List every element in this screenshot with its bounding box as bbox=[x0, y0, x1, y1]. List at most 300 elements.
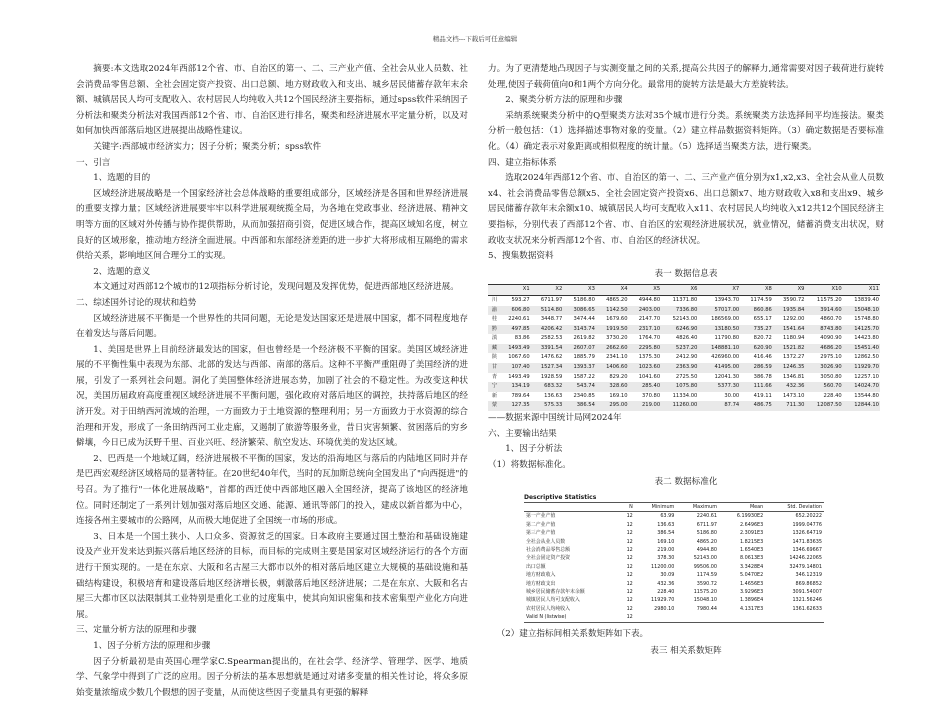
table-cell: 5186.80 bbox=[573, 296, 595, 303]
step-label: （1）将数据标准化。 bbox=[488, 459, 571, 470]
table-cell: 2975.10 bbox=[820, 354, 842, 361]
table-cell: 386.78 bbox=[753, 373, 772, 380]
table-cell: 655.17 bbox=[753, 316, 772, 323]
table-cell: 12 bbox=[626, 605, 633, 612]
table-cell: 419.11 bbox=[753, 392, 772, 399]
table-header-row bbox=[488, 285, 880, 296]
table-cell: 6711.97 bbox=[696, 521, 718, 528]
table-cell: 1142.50 bbox=[596, 306, 629, 316]
table-cell: 107.40 bbox=[498, 363, 531, 373]
table-cell: 1292.00 bbox=[783, 316, 805, 323]
table-cell bbox=[676, 613, 719, 622]
table-row bbox=[488, 325, 880, 335]
table-cell: 5114.80 bbox=[531, 306, 564, 316]
table-cell: N bbox=[619, 503, 635, 512]
table-cell: 497.85 bbox=[498, 325, 531, 335]
table-cell: 2607.07 bbox=[563, 344, 596, 354]
table-cell: 1935.84 bbox=[773, 306, 806, 316]
table-row bbox=[488, 306, 880, 316]
table-cell: Minimum bbox=[635, 503, 677, 512]
table-cell: 4944.80 bbox=[638, 296, 661, 303]
table-cell: 1023.60 bbox=[629, 363, 662, 373]
table-cell: 1.6540E3 bbox=[739, 547, 764, 554]
section-heading: 三、定量分析方法的原理和步骤 bbox=[76, 625, 197, 636]
table-cell: 12 bbox=[626, 589, 633, 596]
table-cell: 12 bbox=[619, 613, 635, 622]
table-row bbox=[488, 295, 880, 305]
table-cell: 52143.00 bbox=[693, 555, 718, 562]
statistics-title: Descriptive Statistics bbox=[524, 494, 597, 501]
table-cell: 1372.27 bbox=[783, 354, 805, 361]
table-cell: Valid N (listwise) bbox=[524, 613, 619, 622]
table-cell: X7 bbox=[698, 285, 740, 296]
table-cell: 2240.61 bbox=[696, 513, 718, 520]
table-cell bbox=[765, 613, 824, 622]
paragraph: 采纳系统聚类分析中的Q型聚类方法对35个城市进行分类。系统聚类方法选择间平均连接法。聚类分析一般包括：（1）选择描述事物对象的变量。（2）建立样品数据资料矩阵。（3）确定数据是否要标准化。（4）确定表示对象距离或相似程度的统计量。（5）选择适当聚类方法，进行聚类。 bbox=[488, 110, 884, 152]
table-cell: 4206.42 bbox=[531, 325, 564, 335]
table-cell: 3091.54007 bbox=[792, 589, 822, 596]
table-cell: 1346.81 bbox=[783, 373, 805, 380]
table-cell: 1521.82 bbox=[773, 344, 806, 354]
table-cell: 186569.00 bbox=[711, 316, 740, 323]
table-cell: 13544.80 bbox=[854, 392, 879, 399]
table-cell: 滇 bbox=[491, 335, 498, 342]
table-cell: 370.80 bbox=[641, 392, 661, 399]
table-cell: X1 bbox=[498, 285, 531, 296]
table-cell: 30.09 bbox=[660, 572, 675, 579]
table-cell: 416.46 bbox=[753, 354, 772, 361]
table-cell: X9 bbox=[773, 285, 806, 296]
table-cell: 575.33 bbox=[531, 401, 564, 411]
table-cell: 3474.44 bbox=[573, 316, 595, 323]
table-cell: 148881.10 bbox=[698, 344, 740, 354]
subsection-heading: 1、因子分析方法的原理和步骤 bbox=[93, 640, 211, 651]
data-info-table bbox=[488, 284, 880, 411]
table-cell: 11575.20 bbox=[693, 589, 718, 596]
table-cell: 3.3428E4 bbox=[739, 563, 764, 570]
subsection-heading: 1、因子分析法 bbox=[505, 444, 563, 455]
table-cell: 134.19 bbox=[498, 382, 531, 392]
table-cell: 683.32 bbox=[531, 382, 564, 392]
table-cell: 1326.64719 bbox=[792, 530, 822, 537]
table-cell: 12257.10 bbox=[854, 373, 879, 380]
table-row bbox=[524, 605, 824, 613]
table-row bbox=[524, 563, 824, 571]
table-cell: 820.72 bbox=[753, 335, 772, 342]
table-cell: X8 bbox=[740, 285, 773, 296]
table-cell: 全社会从业人员数 bbox=[526, 538, 566, 545]
table-cell: 第三产业产值 bbox=[526, 530, 556, 537]
table-cell: 593.27 bbox=[511, 296, 530, 303]
paragraph: 2、巴西是一个地域辽阔，经济进展极不平衡的国家，发达的沿海地区与落后的内陆地区同时并存是巴西宏观经济区域格局的显著特征。在20世纪40年代，当时的瓦加斯总统向全国发出了"向西挺进"的号召。为了推行"一体化进展战略"，首都的西迁使中西部地区融入全国经济，提高了该地区的经济地位。同时还制定了一系列计划加强对落后地区交通、能源、通讯等部门的投入，建成以新首都为中心，连接各州主要城市的公路网，从而极大地促进了全国统一市场的形成。 bbox=[76, 453, 468, 527]
table-cell: Mean bbox=[719, 503, 765, 512]
table-cell: 农村居民人均纯收入 bbox=[526, 605, 571, 612]
table-cell: 169.10 bbox=[609, 392, 628, 399]
table-cell: Std. Deviation bbox=[765, 503, 824, 512]
step-label: （2）建立指标间相关系数矩阵如下表。 bbox=[496, 628, 649, 639]
table-cell: 386.54 bbox=[657, 530, 675, 537]
table-cell: 219.00 bbox=[657, 547, 675, 554]
table-row bbox=[524, 571, 824, 579]
paragraph: 区域经济进展战略是一个国家经济社会总体战略的重要组成部分，区域经济是各国和世界经济进展的重要支撑力量；区域经济进展要牢牢以科学进展观统揽全局，为各地在党政事业、经济进展、精神文明等方面的区域对外传播与协作提供帮助，从而加强招商引资，促进区域合作，提高区域知名度，树立良好的区域形象，推动地方经济全面进展。中西部和东部经济差距的进一步扩大将形成相互隔绝的需求供给关系，影响地区间合理分工的实现。 bbox=[76, 188, 468, 262]
table-cell: 3391.54 bbox=[531, 344, 564, 354]
table-cell: 219.00 bbox=[629, 401, 662, 411]
table-cell: 2147.70 bbox=[638, 316, 661, 323]
table-cell: 14125.70 bbox=[843, 325, 880, 335]
table-cell: 陕 bbox=[491, 354, 498, 361]
table-cell: 1246.35 bbox=[773, 363, 806, 373]
table-caption: 表二 数据标准化 bbox=[654, 477, 718, 488]
paragraph: 3、日本是一个国土狭小、人口众多、资源贫乏的国家。日本政府主要通过国土整治和基础设施建设及产业开发来达到振兴落后地区经济的目标，而目标的完成则主要是国家对区域经济运行的各个方面进行干预实现的。一是在东京、大阪和名古屋三大都市以外的相对落后地区建立大规模的基础设施和基础结构建设，积极培育和建设落后地区经济增长极，刺激落后地区经济进展；二是在东京、大阪和名古屋三大都市区以法限制其工业特别是重化工业的过度集中，使其向知识密集和技术密集型产业化方向进展。 bbox=[76, 531, 468, 620]
table-cell bbox=[635, 613, 677, 622]
table-cell: 地方财政收入 bbox=[526, 572, 556, 579]
table-cell: 543.74 bbox=[563, 382, 596, 392]
table-cell: 甘 bbox=[488, 363, 498, 373]
table-row bbox=[524, 554, 824, 562]
table-cell: 1180.94 bbox=[783, 335, 805, 342]
table-cell: 14024.70 bbox=[843, 382, 880, 392]
table-cell: 第二产业产值 bbox=[526, 521, 556, 528]
paragraph: 因子分析最初是由英国心理学家C.Spearman提出的，在社会学、经济学、管理学、医学、地质学、气象学中得到了广泛的应用。因子分析法的基本思想就是通过对诸多变量的相关性讨论，将众多原始变量浓缩成少数几个假想的因子变量，从而使这些因子变量具有更强的解释 bbox=[76, 656, 468, 698]
table-cell: 620.90 bbox=[740, 344, 773, 354]
table-cell: 12 bbox=[626, 521, 633, 528]
table-cell: 4826.40 bbox=[675, 335, 698, 342]
page-header: 精品文档---下载后可任意编辑 bbox=[432, 35, 518, 43]
table-cell: 地方财政支出 bbox=[526, 580, 556, 587]
table-cell: 川 bbox=[491, 296, 498, 303]
table-cell: 6246.90 bbox=[661, 325, 698, 335]
table-cell: 11334.00 bbox=[672, 392, 698, 399]
table-cell: X11 bbox=[843, 285, 880, 296]
paragraph: 1、美国是世界上目前经济最发达的国家，但也曾经是一个经济极不平衡的国家。美国区域经济进展的不平衡性集中表现为东部、北部的发达与西部、南部的落后。这种不平衡严重阻碍了美国经济的进展，引发了一系列社会问题。洞化了美国整体经济进展态势，加剧了社会的不稳定性。为改变这种状况，美国历届政府高度重视区域经济进展不平衡问题，强化政府对落后地区的调控，扶持落后地区的经济开发。对于田纳西河流域的治理，一方面致力于土地资源的整理利用；另一方面致力于水资源的综合治理和开发，形成了一条田纳西河工业走廊，又遏制了旅游等服务业，昔日灾害频繁、贫困落后的穷乡僻壤，今日已成为沃野千里、百业兴旺、经济繁荣、航空发达、环境优美的发达区域。 bbox=[76, 344, 468, 449]
table-cell: 2341.10 bbox=[606, 354, 628, 361]
table-row bbox=[488, 373, 880, 383]
table-row bbox=[488, 315, 880, 325]
table-cell: 1.8215E3 bbox=[739, 538, 764, 545]
table-cell: 83.86 bbox=[514, 335, 530, 342]
table-cell: 3730.20 bbox=[606, 335, 628, 342]
data-source: ——数据来源中国统计局网2024年 bbox=[488, 413, 622, 424]
table-cell: 12 bbox=[626, 547, 633, 554]
paragraph: 本文通过对西部12个城市的12项指标分析讨论，发现问题及发挥优势，促进西部地区经济进展。 bbox=[93, 282, 459, 293]
table-cell: 13839.40 bbox=[854, 296, 879, 303]
table-cell: 63.99 bbox=[660, 513, 675, 520]
table-cell: 渝 bbox=[488, 306, 498, 316]
table-cell: 4686.20 bbox=[805, 344, 842, 354]
table-cell: 789.64 bbox=[511, 392, 530, 399]
table-cell: 1.3896E4 bbox=[739, 597, 764, 604]
table-cell: 3026.90 bbox=[805, 363, 842, 373]
table-cell: 5237.20 bbox=[661, 344, 698, 354]
table-cell: 1471.83635 bbox=[792, 538, 822, 545]
table-cell: 13180.50 bbox=[698, 325, 740, 335]
table-cell: 新 bbox=[491, 392, 498, 399]
table-cell: 1919.50 bbox=[596, 325, 629, 335]
table-cell: 8.0613E3 bbox=[739, 555, 764, 562]
table-cell: 3590.72 bbox=[783, 296, 805, 303]
table-cell: 12041.30 bbox=[714, 373, 740, 380]
table-cell: 2363.90 bbox=[661, 363, 698, 373]
descriptive-statistics-table bbox=[524, 502, 824, 623]
table-row bbox=[488, 363, 880, 373]
table-cell: 第一产业产值 bbox=[526, 513, 556, 520]
table-cell: 2725.50 bbox=[675, 373, 698, 380]
table-cell: 1174.59 bbox=[750, 296, 772, 303]
table-cell: 1493.49 bbox=[508, 373, 530, 380]
section-heading: 一、引言 bbox=[76, 157, 111, 168]
table-cell: 285.40 bbox=[629, 382, 662, 392]
table-cell: 1075.80 bbox=[661, 382, 698, 392]
section-heading: 四、建立指标体系 bbox=[488, 157, 557, 168]
table-cell: 1.4656E3 bbox=[739, 580, 764, 587]
table-cell: 城乡居民储蓄存款年末余额 bbox=[526, 589, 585, 596]
table-cell: 2582.53 bbox=[540, 335, 563, 342]
table-cell: 11790.80 bbox=[714, 335, 740, 342]
table-cell: 5186.80 bbox=[696, 530, 718, 537]
table-row bbox=[524, 613, 824, 622]
table-cell: 869.86852 bbox=[795, 580, 822, 587]
table-cell: X3 bbox=[563, 285, 596, 296]
table-cell: 1493.49 bbox=[498, 344, 531, 354]
table-cell: 13943.70 bbox=[714, 296, 740, 303]
table-cell: 860.86 bbox=[740, 306, 773, 316]
table-cell: 127.35 bbox=[498, 401, 531, 411]
table-cell: 8743.80 bbox=[805, 325, 842, 335]
table-cell: 432.36 bbox=[657, 580, 675, 587]
table-cell: 606.80 bbox=[498, 306, 531, 316]
table-cell: 2662.60 bbox=[596, 344, 629, 354]
table-row bbox=[524, 538, 824, 546]
table-cell: 2403.00 bbox=[629, 306, 662, 316]
table-row bbox=[488, 401, 880, 411]
table-cell: 1067.60 bbox=[508, 354, 530, 361]
subsection-heading: 5、搜集数据资料 bbox=[488, 251, 554, 262]
table-cell: 1473.10 bbox=[783, 392, 805, 399]
table-cell: 12 bbox=[626, 513, 633, 520]
table-cell: 432.36 bbox=[773, 382, 806, 392]
table-row bbox=[524, 596, 824, 604]
table-cell: 286.59 bbox=[740, 363, 773, 373]
table-row bbox=[488, 392, 880, 402]
section-heading: 二、综述国外讨论的现状和趋势 bbox=[76, 297, 197, 308]
table-cell: 2240.61 bbox=[508, 316, 530, 323]
table-cell: 2295.80 bbox=[629, 344, 662, 354]
descriptive-statistics bbox=[524, 493, 824, 623]
table-cell: 11260.00 bbox=[661, 401, 698, 411]
table-cell: 12 bbox=[626, 597, 633, 604]
table-cell: 15451.40 bbox=[843, 344, 880, 354]
table-cell: 全社会固定资产投资 bbox=[526, 555, 571, 562]
table-cell: 1541.64 bbox=[773, 325, 806, 335]
table-cell: 出口总额 bbox=[526, 563, 546, 570]
table-cell: 14246.22065 bbox=[789, 555, 822, 562]
table-cell: 57017.00 bbox=[698, 306, 740, 316]
table-cell: 346.12319 bbox=[795, 572, 822, 579]
table-cell: 11371.80 bbox=[672, 296, 698, 303]
table-cell: 5.0470E2 bbox=[739, 572, 764, 579]
table-cell: 1527.34 bbox=[531, 363, 564, 373]
table-cell: 4.1317E3 bbox=[739, 605, 764, 612]
table-cell: 1999.04776 bbox=[792, 521, 822, 528]
table-cell bbox=[524, 503, 619, 512]
table-cell: 12 bbox=[626, 538, 633, 545]
table-cell: 560.70 bbox=[805, 382, 842, 392]
table-cell: 4865.20 bbox=[606, 296, 628, 303]
table-row bbox=[524, 521, 824, 529]
table-cell: 11575.20 bbox=[816, 296, 842, 303]
table-cell: 4865.20 bbox=[696, 538, 718, 545]
table-cell: 2.6496E3 bbox=[739, 521, 764, 528]
table-cell: 12862.50 bbox=[854, 354, 879, 361]
table-cell: 宁 bbox=[488, 382, 498, 392]
table-row bbox=[488, 353, 880, 363]
table-cell: 111.66 bbox=[740, 382, 773, 392]
table-cell bbox=[719, 613, 765, 622]
table-cell: 426960.00 bbox=[711, 354, 740, 361]
table-cell: 41495.00 bbox=[698, 363, 740, 373]
table-cell: 3086.65 bbox=[563, 306, 596, 316]
table-cell: X10 bbox=[805, 285, 842, 296]
table-cell: 3.9296E3 bbox=[739, 589, 764, 596]
table-cell: 12 bbox=[626, 555, 633, 562]
table-cell: 2980.10 bbox=[654, 605, 675, 612]
paragraph: 区域经济进展不平衡是一个世界性的共同问题，无论是发达国家还是进展中国家，都不同程度地存在着发达与落后问题。 bbox=[76, 313, 468, 340]
table-cell: 1679.60 bbox=[606, 316, 628, 323]
subsection-heading: 2、选题的意义 bbox=[93, 266, 151, 277]
subsection-heading: 2、聚类分析方法的原理和步骤 bbox=[505, 95, 623, 106]
keywords: 关键字:西部城市经济实力；因子分析；聚类分析；spss软件 bbox=[93, 141, 322, 152]
table-cell: 1174.59 bbox=[696, 572, 718, 579]
table-cell: 735.27 bbox=[740, 325, 773, 335]
table-cell: 1346.69667 bbox=[792, 547, 822, 554]
table-cell: 386.54 bbox=[563, 401, 596, 411]
table-cell bbox=[488, 285, 498, 296]
left-column bbox=[76, 62, 468, 698]
table-cell: 228.40 bbox=[823, 392, 842, 399]
table-cell: X2 bbox=[531, 285, 564, 296]
table-cell: X5 bbox=[629, 285, 662, 296]
table-row bbox=[488, 334, 880, 344]
table-cell: 2340.85 bbox=[573, 392, 595, 399]
table-cell: 4090.90 bbox=[820, 335, 842, 342]
table-cell: 12 bbox=[626, 580, 633, 587]
table-cell: 1476.62 bbox=[540, 354, 563, 361]
table-cell: 295.00 bbox=[596, 401, 629, 411]
table-cell: 2619.82 bbox=[573, 335, 595, 342]
table-cell: 黔 bbox=[488, 325, 498, 335]
table-cell: 12 bbox=[626, 563, 633, 570]
abstract: 摘要:本文选取2024年西部12个省、市、自治区的第一、二、三产业产值、全社会从业人员数、社会消费品零售总额、全社会固定资产投资、出口总额、地方财政收入和支出、城乡居民储蓄存款年末余额、城镇居民人均可支配收入、农村居民人均纯收入共12个国民经济主要指标，通过spss软件采纳因子分析法和聚类分析法对我国西部12个省、市、自治区进行排名，聚类和经济进展水平定量分析，以及对如何加快西部落后地区进展提出战略性建议。 bbox=[76, 64, 468, 137]
table-row bbox=[524, 588, 824, 596]
table-cell: X4 bbox=[596, 285, 629, 296]
table-cell: 136.63 bbox=[657, 521, 675, 528]
table-cell: 378.30 bbox=[657, 555, 675, 562]
table-cell: 11929.70 bbox=[843, 363, 880, 373]
table-cell: X6 bbox=[661, 285, 698, 296]
table-cell: 32479.14801 bbox=[789, 563, 822, 570]
table-cell: 169.10 bbox=[657, 538, 675, 545]
table-cell: 11200.00 bbox=[650, 563, 675, 570]
table-cell: 14423.80 bbox=[854, 335, 879, 342]
table-row bbox=[488, 382, 880, 392]
table-cell: 1406.60 bbox=[596, 363, 629, 373]
table-row bbox=[524, 529, 824, 537]
table-cell: 11929.70 bbox=[650, 597, 675, 604]
table-cell: 1321.56246 bbox=[792, 597, 822, 604]
table-cell: 12 bbox=[626, 530, 633, 537]
table-cell: 2.3091E3 bbox=[739, 530, 764, 537]
table-cell: 3914.60 bbox=[805, 306, 842, 316]
table-cell: 3448.77 bbox=[540, 316, 563, 323]
table-cell: 1928.59 bbox=[540, 373, 563, 380]
table-cell: 桂 bbox=[491, 316, 498, 323]
table-cell: 6711.97 bbox=[540, 296, 563, 303]
table-cell: 蒙 bbox=[488, 401, 498, 411]
table-cell: 1587.22 bbox=[573, 373, 595, 380]
table-cell: 4860.70 bbox=[820, 316, 842, 323]
table-cell: 12 bbox=[626, 572, 633, 579]
paragraph: 选取2024年西部12个省、市、自治区的第一、二、三产业产值分别为x1,x2,x3、全社会从业人员数x4、社会消费品零售总额x5、全社会固定资产投资x6、出口总额x7、地方财政收入x8和支出x9、城乡居民储蓄存款年末余额x10、城镇居民人均可支配收入x11、农村居民人均纯收入x12共12个国民经济主要指标，分别代表了西部12个省、市、自治区的宏观经济进展状况，就业情况，储蓄消费支出状况，财政收支状况来分析西部12个省、市、自治区的经济状况。 bbox=[488, 173, 884, 246]
table-cell: 12844.10 bbox=[843, 401, 880, 411]
table-cell: 15748.80 bbox=[854, 316, 879, 323]
table-cell: 228.40 bbox=[657, 589, 675, 596]
table-cell: 3050.80 bbox=[820, 373, 842, 380]
table-row bbox=[524, 512, 824, 521]
table-cell: 藏 bbox=[488, 344, 498, 354]
table-cell: 87.74 bbox=[698, 401, 740, 411]
table-cell: 1393.37 bbox=[563, 363, 596, 373]
table-cell: Maximum bbox=[676, 503, 719, 512]
table-cell: 711.30 bbox=[773, 401, 806, 411]
table-cell: 1041.60 bbox=[638, 373, 661, 380]
table-cell: 15048.10 bbox=[843, 306, 880, 316]
table-cell: 12087.50 bbox=[805, 401, 842, 411]
table-cell: 52143.00 bbox=[672, 316, 698, 323]
table-row bbox=[488, 344, 880, 354]
table-cell: 5377.30 bbox=[698, 382, 740, 392]
table-cell: 4944.80 bbox=[696, 547, 718, 554]
table-header-row bbox=[524, 503, 824, 512]
table-cell: 3590.72 bbox=[696, 580, 718, 587]
table-cell: 2317.10 bbox=[629, 325, 662, 335]
table-cell: 1885.79 bbox=[573, 354, 595, 361]
table-cell: 1361.62633 bbox=[792, 605, 822, 612]
table-cell: 城镇居民人均可支配收入 bbox=[526, 597, 580, 604]
right-column bbox=[488, 62, 884, 662]
subsection-heading: 1、选题的目的 bbox=[93, 173, 151, 184]
section-heading: 六、主要输出结果 bbox=[488, 428, 557, 439]
table-cell: 15048.10 bbox=[693, 597, 718, 604]
paragraph: 力。为了更清楚地凸现因子与实测变量之间的关系,提高公共因子的解释力,通常需要对因子载荷进行旋转处理,使因子载荷值向0和1两个方向分化。最常用的旋转方法是最大方差旋转法。 bbox=[488, 64, 884, 90]
table-cell: 136.63 bbox=[544, 392, 563, 399]
table-cell: 青 bbox=[491, 373, 498, 380]
table-cell: 7336.80 bbox=[661, 306, 698, 316]
table-cell: 652.20222 bbox=[795, 513, 822, 520]
table-cell: 3143.74 bbox=[563, 325, 596, 335]
table-cell: 99506.00 bbox=[693, 563, 718, 570]
table-cell: 829.20 bbox=[609, 373, 628, 380]
table-caption: 表三 相关系数矩阵 bbox=[650, 646, 722, 657]
table-row bbox=[524, 580, 824, 588]
table-cell: 社会消费品零售总额 bbox=[526, 547, 571, 554]
table-caption: 表一 数据信息表 bbox=[654, 268, 718, 279]
table-cell: 6.19930E2 bbox=[736, 513, 764, 520]
table-cell: 486.75 bbox=[740, 401, 773, 411]
table-cell: 2412.90 bbox=[675, 354, 698, 361]
table-cell: 7980.44 bbox=[696, 605, 718, 612]
table-cell: 1764.70 bbox=[638, 335, 661, 342]
table-cell: 30.00 bbox=[724, 392, 740, 399]
